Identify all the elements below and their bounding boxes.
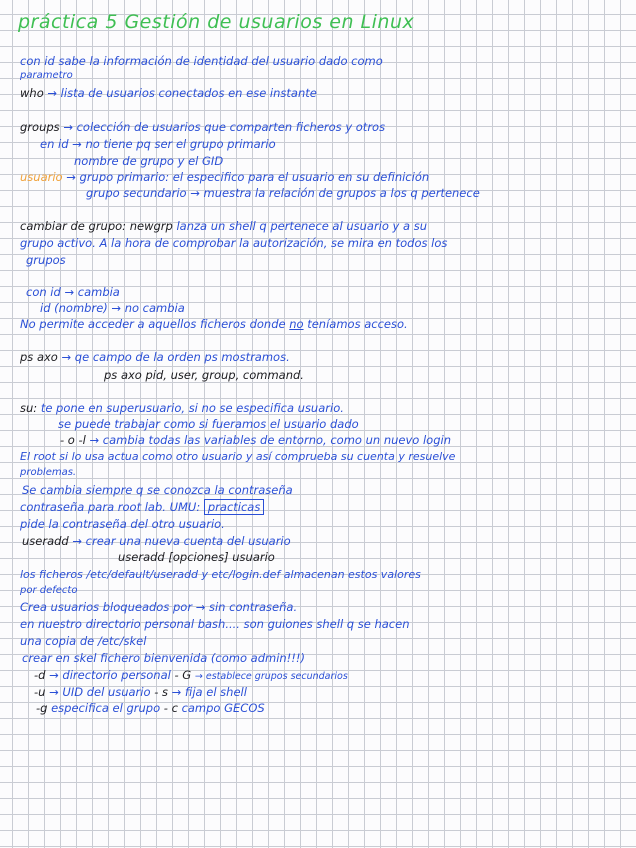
underlined-word: no [289, 317, 304, 331]
note-line [60, 433, 451, 447]
note-line [20, 170, 429, 184]
note-line: grupo secundario → muestra la relación de grupos a los q pertenece [86, 186, 480, 200]
note-line: Crea usuarios bloqueados por → sin contraseña. [20, 600, 298, 614]
option-flag: -g [36, 701, 48, 715]
note-line: en nuestro directorio personal bash.... son guiones shell q se hacen [20, 617, 410, 631]
command-description: → colección de usuarios que comparten ficheros y otros [63, 120, 386, 134]
note-line: los ficheros /etc/default/useradd y etc/login.def almacenan estos valores [20, 568, 421, 581]
note-text: contraseña para root lab. UMU: [20, 500, 201, 514]
option-row [34, 668, 348, 684]
option-flag: -u [34, 685, 46, 699]
note-line [22, 534, 291, 548]
command-label: su: [20, 401, 38, 415]
note-line: crear en skel fichero bienvenida (como admin!!!) [22, 651, 306, 665]
note-line: grupo activo. A la hora de comprobar la autorización, se mira en todos los [20, 236, 448, 250]
note-text: teníamos acceso. [307, 317, 408, 331]
option-description: → directorio personal [49, 668, 171, 682]
definition-text: → grupo primario: el especifico para el usuario en su definición [66, 170, 430, 184]
command-label: ps axo [20, 350, 58, 364]
option-row [36, 701, 265, 715]
command-description: → cambia todas las variables de entorno, como un nuevo login [89, 433, 451, 447]
note-line: pide la contraseña del otro usuario. [20, 517, 225, 531]
note-line: en id → no tiene pq ser el grupo primario [40, 137, 276, 151]
command-description: → lista de usuarios conectados en ese instante [47, 86, 317, 100]
note-line: grupos [26, 253, 66, 267]
command-description: → qe campo de la orden ps mostramos. [61, 350, 290, 364]
option-row [34, 685, 247, 699]
note-line: nombre de grupo y el GID [74, 154, 224, 168]
note-line: con id → cambia [26, 285, 120, 299]
option-description: → fija el shell [171, 685, 247, 699]
note-line: parametro [20, 70, 73, 81]
option-flag: - s [154, 685, 168, 699]
command-example: ps axo pid, user, group, command. [104, 368, 304, 382]
note-line: por defecto [20, 585, 78, 596]
option-description: campo GECOS [181, 701, 265, 715]
note-line [20, 500, 264, 514]
command-label: - o -l [60, 433, 86, 447]
note-line [20, 120, 385, 134]
note-line [20, 86, 317, 100]
note-line: con id sabe la información de identidad del usuario dado como [20, 54, 383, 68]
note-line: Se cambia siempre q se conozca la contraseña [22, 483, 293, 497]
note-line: id (nombre) → no cambia [40, 301, 185, 315]
command-label: cambiar de grupo: newgrp [20, 219, 173, 233]
note-line: problemas. [20, 467, 77, 478]
command-description: → crear una nueva cuenta del usuario [72, 534, 291, 548]
command-label: useradd [22, 534, 69, 548]
boxed-password: practicas [204, 499, 264, 515]
note-line: El root si lo usa actua como otro usuario y así comprueba su cuenta y resuelve [20, 450, 456, 463]
note-line [20, 401, 344, 415]
command-label: who [20, 86, 44, 100]
command-description: lanza un shell q pertenece al usuario y a su [176, 219, 428, 233]
note-line: una copia de /etc/skel [20, 634, 147, 648]
command-example: useradd [opciones] usuario [118, 550, 275, 564]
note-line: se puede trabajar como si fueramos el usuario dado [58, 417, 359, 431]
note-text: No permite acceder a aquellos ficheros donde [20, 317, 286, 331]
command-description: te pone en superusuario, si no se especifica usuario. [40, 401, 344, 415]
page-title: práctica 5 Gestión de usuarios en Linux [18, 11, 415, 33]
command-label: groups [20, 120, 60, 134]
note-line [20, 219, 427, 233]
note-line [20, 317, 408, 331]
option-description: especifica el grupo [51, 701, 161, 715]
option-flag: - G [174, 668, 192, 682]
note-line [20, 350, 290, 364]
option-flag: -d [34, 668, 46, 682]
option-flag: - c [163, 701, 178, 715]
option-description: → UID del usuario [49, 685, 151, 699]
highlighted-term: usuario [20, 170, 63, 184]
option-description: → establece grupos secundarios [194, 671, 348, 682]
